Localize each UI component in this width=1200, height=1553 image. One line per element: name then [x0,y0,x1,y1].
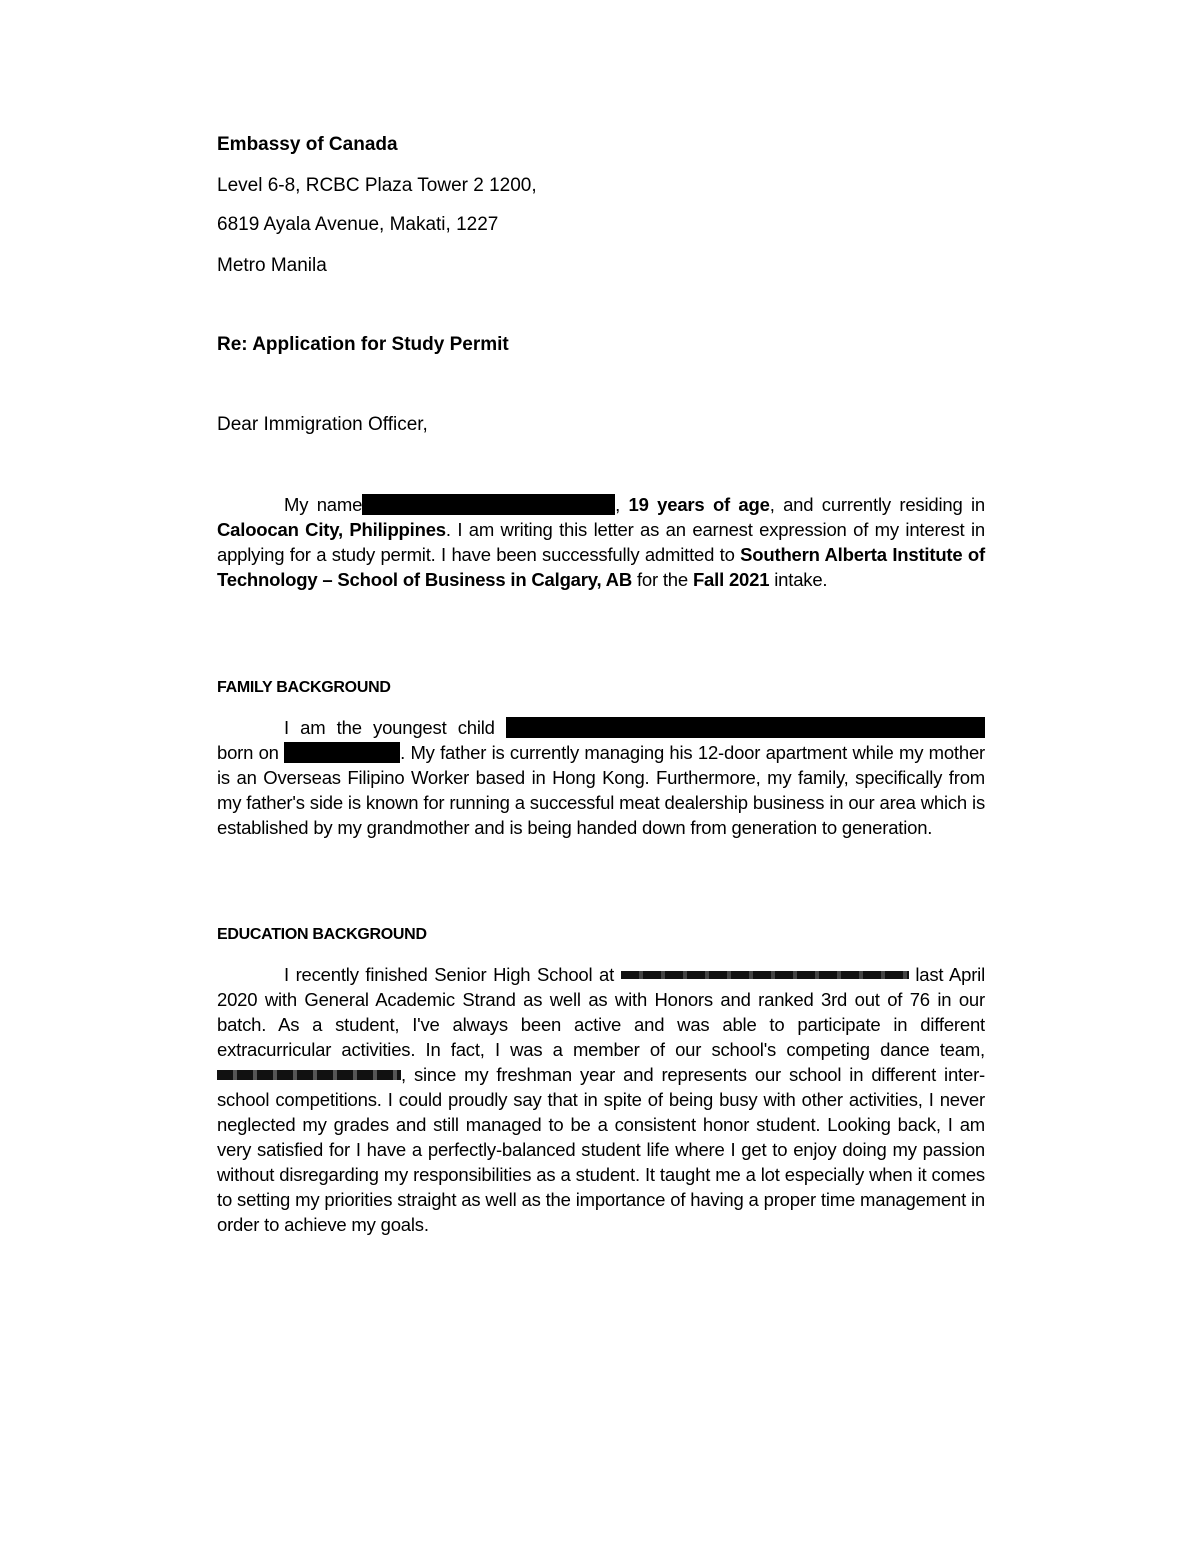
recipient-address-line-3: Metro Manila [217,255,327,276]
education-paragraph [217,962,985,1237]
family-text-2: born on [217,742,285,763]
intro-text-2: , [615,494,629,515]
education-text-3: , since my freshman year and represents our school in different inter-school competitions. I could proudly say that in spite of being busy with other activities, I never neglected my grades and still managed to be a consistent honor student. Looking back, I am very satisfied for I have a perfectly-balanced student life where I get to enjoy doing my passion without disregarding my responsibilities as a student. It taught me a lot especially when it comes to setting my priorities straight as well as the importance of having a proper time management in order to achieve my goals. [217,1064,985,1235]
family-background-heading: FAMILY BACKGROUND [217,679,391,696]
intro-term: Fall 2021 [692,569,770,590]
family-paragraph [217,715,985,840]
intro-text-6: intake. [769,569,828,590]
intro-text-5: for the [632,569,693,590]
recipient-address-line-2: 6819 Ayala Avenue, Makati, 1227 [217,214,499,235]
intro-text-1: My name [284,494,363,515]
family-text-3: . My father is currently managing his 12-door apartment while my mother is an Overseas Filipino Worker based in Hong Kong. Furthermore, my family, specifically from my father's side is known for running a successful meat dealership business in our area which is established by my grandmother and is being handed down from generation to generation. [217,742,985,838]
redacted-family-details [506,717,985,738]
education-background-heading: EDUCATION BACKGROUND [217,926,427,943]
education-text-1: I recently finished Senior High School at [284,964,621,985]
intro-school: Southern Alberta Institute of Technology – School of Business in Calgary, AB [217,544,985,590]
intro-city: Caloocan City, Philippines [217,519,446,540]
redacted-name [362,494,615,515]
education-text-2: last April 2020 with General Academic Strand as well as with Honors and ranked 3rd out of 76 in our batch. As a student, I've always been active and was able to participate in different extracurricular activities. In fact, I was a member of our school's competing dance team, [217,964,986,1060]
intro-paragraph [217,492,985,592]
redacted-birth-date [284,742,400,763]
subject-line: Re: Application for Study Permit [217,334,509,355]
salutation: Dear Immigration Officer, [217,414,428,435]
recipient-name: Embassy of Canada [217,134,398,155]
recipient-address-line-1: Level 6-8, RCBC Plaza Tower 2 1200, [217,175,537,196]
redacted-school-name [621,971,909,979]
intro-text-3: , and currently residing in [769,494,985,515]
intro-text-4: . I am writing this letter as an earnest expression of my interest in applying for a study permit. I have been successfully admitted to [217,519,985,565]
intro-age: 19 years of age [628,494,770,515]
family-text-1: I am the youngest child [284,717,506,738]
redacted-dance-team-name [217,1070,401,1080]
